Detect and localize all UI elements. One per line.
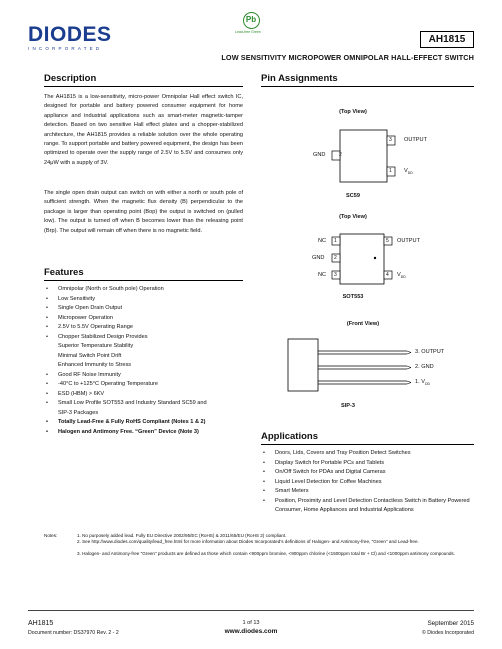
pin-assignments-rule	[261, 86, 474, 87]
sip3-pin2-label: 2. GND	[415, 364, 434, 370]
feature-item: • Omnipolar (North or South pole) Operation	[46, 285, 246, 295]
applications-rule	[261, 444, 474, 445]
features-list	[46, 285, 246, 437]
feature-item: • Good RF Noise Immunity	[46, 371, 246, 381]
logo-text: DIODES	[28, 23, 112, 46]
note-2: 2. See http://www.diodes.com/quality/lead_free.html for more information about Diodes Incorporated’s definitions of Halogen- and Antimony-free, "Green" and Lead-free.	[77, 539, 419, 544]
footer-page: 1 of 13	[242, 620, 260, 626]
sc59-pin1-num: 1	[389, 168, 392, 174]
applications-list	[263, 449, 473, 516]
footer-date: September 2015	[427, 620, 474, 627]
footer-copyright: © Diodes Incorporated	[422, 630, 474, 636]
feature-item: • Totally Lead-Free & Fully RoHS Compliant (Notes 1 & 2)	[46, 418, 246, 428]
sc59-name: SC59	[346, 193, 360, 199]
sc59-diagram	[296, 122, 446, 202]
feature-item: Minimal Switch Point Drift	[58, 352, 122, 359]
applications-heading: Applications	[261, 431, 319, 442]
features-rule	[44, 280, 243, 281]
sot553-pin2-label: GND	[312, 255, 325, 261]
feature-item: • Chopper Stabilized Design Provides	[46, 333, 246, 343]
feature-item: Superior Temperature Stability	[58, 343, 134, 349]
feature-item: • Low Sensitivity	[46, 295, 246, 305]
sot553-pin1-label: NC	[318, 238, 327, 244]
feature-item: • Micropower Operation	[46, 314, 246, 324]
application-item: • Display Switch for Portable PCs and Tablets	[263, 459, 473, 469]
sc59-pin2-num: 2	[339, 152, 342, 158]
notes-heading: Notes:	[44, 533, 58, 538]
footer-doc-number: Document number: DS37970 Rev. 2 - 2	[28, 630, 119, 636]
sc59-pin3-num: 3	[389, 137, 392, 143]
sot553-pin1-num: 1	[334, 238, 337, 244]
sc59-view-label: (Top View)	[339, 109, 367, 115]
logo-subtext: INCORPORATED	[28, 46, 103, 51]
description-para-2: The single open drain output can switch on with either a north or south pole of sufficient strength. When the magnetic flux density (B) perpendicular to the package is larger than operating point (Bop) the output is switched on (pulled low). The output is turned off when B becomes lower than the releasing point (Brp). The output will remain off when there is no magnetic field.	[44, 190, 243, 234]
pin-assignments-heading: Pin Assignments	[261, 73, 338, 84]
sip3-view-label: (Front View)	[346, 321, 380, 327]
application-item: • Liquid Level Detection for Coffee Machines	[263, 478, 473, 488]
sip3-pin1-label: 1. $V_{DD}$	[415, 379, 431, 387]
pb-symbol: Pb	[243, 12, 260, 29]
application-item: • Doors, Lids, Covers and Tray Position Detect Switches	[263, 449, 473, 459]
feature-item: • Small Low Profile SOT553 and Industry Standard SC59 and	[46, 399, 246, 409]
sot553-pin5-label: OUTPUT	[397, 238, 420, 244]
note-3: 3. Halogen- and Antimony-free "Green" products are defined as those which contain <900ppm bromine, <900ppm chlorine (<1500ppm total Br + Cl) and <1000ppm antimony compounds.	[77, 551, 456, 556]
sot553-pin4-label: $V_{DD}$	[397, 272, 406, 280]
application-item: • Position, Proximity and Level Detection Contactless Switch in Battery Powered Consumer, Home Appliances and Industrial Applications	[263, 497, 473, 516]
description-para-1: The AH1815 is a low-sensitivity, micro-power Omnipolar Hall effect switch IC, designed for portable and battery powered consumer equipment for home appliance and industrial applications such as smart-meter magnetic-tamper detection. Based on two sensitive Hall effect plates and a chopper-stabilized architecture, the AH1815 provides a reliable solution over the whole operating range. To support portable and battery powered equipment, the design has been optimized to operate over the supply range of 2.5V to 5.5V and consumes only 24μW with a supply of 3V.	[44, 94, 243, 166]
features-heading: Features	[44, 267, 84, 278]
sc59-pin3-label: OUTPUT	[404, 137, 427, 143]
sot553-pin3-num: 3	[334, 272, 337, 278]
sot553-view-label: (Top View)	[339, 214, 367, 220]
description-rule	[44, 86, 243, 87]
sip3-name: SIP-3	[341, 403, 355, 409]
feature-item: Enhanced Immunity to Stress	[58, 362, 132, 368]
sot553-pin4-num: 4	[386, 272, 389, 278]
application-item: • On/Off Switch for PDAs and Digital Cameras	[263, 468, 473, 478]
sot553-pin3-label: NC	[318, 272, 327, 278]
feature-item: • 2.5V to 5.5V Operating Range	[46, 323, 246, 333]
sot553-name: SOT553	[342, 294, 364, 300]
sot553-pin2-num: 2	[334, 255, 337, 261]
sc59-pin1-label: $V_{DD}$	[404, 168, 413, 176]
sc59-pin2-label: GND	[313, 152, 326, 158]
pb-label: Lead-free Green	[235, 30, 261, 34]
footer-part: AH1815	[28, 620, 54, 627]
lead-free-badge	[236, 12, 266, 34]
footer-rule	[28, 610, 474, 611]
diodes-logo	[28, 24, 130, 51]
feature-item: • Halogen and Antimony Free. “Green” Device (Note 3)	[46, 428, 246, 438]
sip3-diagram	[280, 330, 430, 400]
feature-item: SIP-3 Packages	[58, 409, 99, 416]
feature-item: • Single Open Drain Output	[46, 304, 246, 314]
note-1: 1. No purposely added lead. Fully EU Directive 2002/95/EC (RoHS) & 2011/65/EU (RoHS 2) compliant.	[77, 533, 287, 538]
document-subtitle: LOW SENSITIVITY MICROPOWER OMNIPOLAR HALL-EFFECT SWITCH	[221, 53, 474, 62]
sot553-pin5-num: 5	[386, 238, 389, 244]
part-number-box: AH1815	[420, 31, 474, 48]
application-item: • Smart Meters	[263, 487, 473, 497]
feature-item: • -40°C to +125°C Operating Temperature	[46, 380, 246, 390]
description-heading: Description	[44, 73, 97, 84]
sip3-pin3-label: 3. OUTPUT	[415, 349, 445, 355]
footer-website[interactable]: www.diodes.com	[224, 628, 278, 635]
feature-item: • ESD (HBM) > 6KV	[46, 390, 246, 400]
